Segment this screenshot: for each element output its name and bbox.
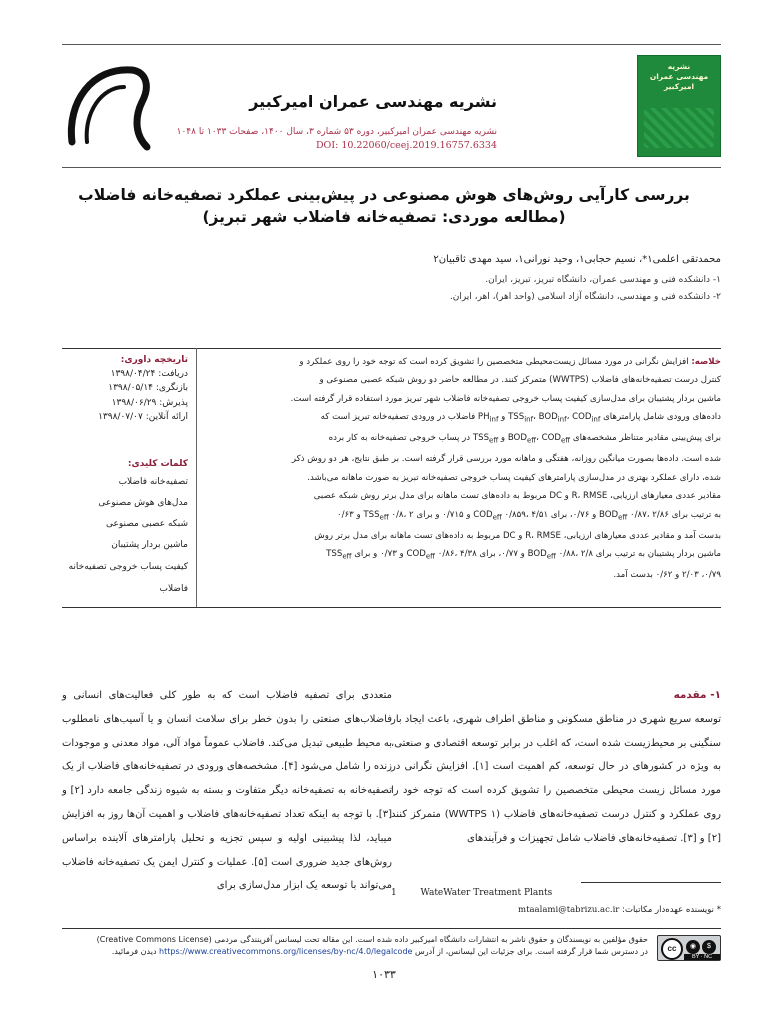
cover-line-1: نشریه (667, 62, 691, 71)
cover-line-2: مهندسی عمران (649, 72, 709, 81)
abstract-line-1: خلاصه: افزایش نگرانی در مورد مسائل زیست‌محیطی متخصصین را تشویق کرده است که توجه خود را روی عملکرد و (299, 357, 721, 367)
corresponding-email[interactable]: mtaalami@tabrizu.ac.ir (518, 905, 620, 915)
keyword-item: ماشین بردار پشتیبان (111, 540, 188, 550)
abstract-line-10: بدست آمد و مقادیر عددی معیارهای ارزیابی، R، RMSE و DC مربوط به داده‌های تست ماهانه برای مدل برتر روش (314, 530, 721, 541)
affiliation-2: ۲- دانشکده فنی و مهندسی، دانشگاه آزاد اسلامی (واحد اهر)، اهر، ایران. (449, 292, 721, 302)
history-heading: تاریخچه داوری: (120, 355, 188, 365)
journal-title: نشریه مهندسی عمران امیرکبیر (249, 92, 497, 111)
abstract-top-rule (62, 348, 721, 349)
abstract-line-3: ماشین بردار پشتیبان برای مدل‌سازی کیفیت پساب خروجی تصفیه‌خانه فاضلاب شهر تبریز مورد استفاده قرار گرفته است. (290, 393, 721, 404)
license-rule (62, 928, 721, 929)
abstract-bottom-rule (62, 607, 721, 608)
noncommercial-icon: $ (702, 940, 716, 954)
journal-cover (637, 55, 721, 157)
abstract-divider (196, 348, 197, 607)
journal-citation: نشریه مهندسی عمران امیرکبیر، دوره ۵۳ شماره ۳، سال ۱۴۰۰، صفحات ۱۰۳۳ تا ۱۰۴۸ (176, 127, 497, 137)
footnote-corresponding (518, 905, 721, 915)
license-link[interactable]: https://www.creativecommons.org/licenses/by-nc/4.0/legalcode (159, 947, 413, 956)
cover-line-3: امیرکبیر (663, 82, 695, 91)
history-accepted: پذیرش: ۱۳۹۸/۰۶/۲۹ (111, 397, 188, 408)
corresponding-label: * نویسنده عهده‌دار مکاتبات: (622, 905, 721, 915)
license-line-2: در دسترس شما قرار گرفته است. برای جزئیات این لیسانس، از آدرس https://www.creativecommons.org/licenses/by-nc/4.0/legalcode دیدن فرمائید. (111, 947, 648, 956)
keywords-heading: کلمات کلیدی: (127, 459, 188, 469)
abstract-line-5: برای پیش‌بینی مقادیر متناظر مشخصه‌های $BOD_{eff}،$ $COD_{eff}$ و $TSS_{eff}$ در پساب خروجی تصفیه‌خانه به کار برده (328, 433, 721, 446)
top-rule (62, 44, 721, 45)
cover-pattern (644, 108, 714, 148)
abstract (233, 353, 721, 585)
abstract-line-6: شده است. داده‌ها بصورت میانگین روزانه، هفتگی و ماهانه مورد بررسی قرار گرفته است. بر طبق نتایج، هر دو روش ذکر (291, 454, 721, 465)
page-number: ۱۰۳۳ (372, 968, 396, 981)
paper-title-line-2: (مطالعه موردی: تصفیه‌خانه فاضلاب شهر تبریز) (202, 208, 566, 226)
paper-title (47, 184, 721, 228)
university-logo (62, 62, 152, 152)
footnote-1-number: 1 (391, 888, 397, 898)
license-notice (62, 934, 648, 958)
attribution-icon: ◉ (686, 940, 700, 954)
license-line-1: حقوق مؤلفین به نویسندگان و حقوق ناشر به انتشارات دانشگاه امیرکبیر داده شده است. این مقاله تحت لیسانس آفرینندگی مردمی (Creative Commons License) (96, 935, 648, 944)
cc-badge-label: BY · NC (684, 954, 720, 960)
cc-license-badge[interactable] (657, 935, 721, 961)
footnote-rule (581, 882, 721, 883)
body-column-left (62, 684, 392, 898)
abstract-line-2: کنترل درست تصفیه‌خانه‌های فاضلاب (WWTPS) متمرکز کنند. در مطالعه حاضر دو روش شبکه عصبی مصنوعی و (319, 375, 721, 386)
keyword-item: تصفیه‌خانه فاضلاب (118, 477, 188, 487)
keyword-item: کیفیت پساب خروجی تصفیه‌خانه فاضلاب (68, 562, 188, 594)
authors: محمدتقی اعلمی۱*، نسیم حجابی۱، وحید نورانی۱، سید مهدی ثاقبیان۲ (433, 254, 721, 265)
introduction-heading: ۱- مقدمه (673, 689, 721, 701)
history-received: دریافت: ۱۳۹۸/۰۴/۲۴ (110, 369, 188, 380)
body-column-right (391, 684, 721, 851)
body-text-right: توسعه سریع شهری در مناطق مسکونی و مناطق اطراف شهری، باعث ایجاد بار سنگینی بر محیط‌زیست شده است، که اغلب در برابر توسعه اقتصادی و صنعتی، به ویژه در کشورهای در حال توسعه، کم اهمیت است [۱]. افزایش نگرانی در مورد مسائل زیست محیطی متخصصین را تشویق کرده است که توجه خود را روی عملکرد و کنترل درست تصفیه‌خانه‌های فاضلاب (WWTPS ۱) متمرکز کنند [۲] و [۳]. تصفیه‌خانه‌های فاضلاب شامل تجهیزات و فرآیندهای (391, 713, 721, 844)
affiliation-1: ۱- دانشکده فنی و مهندسی عمران، دانشگاه تبریز، تبریز، ایران. (485, 275, 721, 285)
history-revised: بازنگری: ۱۳۹۸/۰۵/۱۴ (108, 383, 188, 394)
cc-icon: cc (661, 938, 683, 960)
journal-doi[interactable]: DOI: 10.22060/ceej.2019.16757.6334 (315, 140, 497, 151)
footnote-1-text: WateWater Treatment Plants (420, 888, 553, 898)
keyword-item: شبکه عصبی مصنوعی (105, 519, 188, 529)
abstract-label: خلاصه: (691, 357, 721, 367)
abstract-line-11: ماشین بردار پشتیبان به ترتیب برای $BOD_{eff}$ ۰/۸۸، ۲/۸ و ۰/۷۷، برای $COD_{eff}$ ۰/۸۶، ۴/۳۸ و ۰/۷۳ و برای $TSS_{eff}$ (326, 549, 721, 561)
abstract-line-7: شده، دارای عملکرد بهتری در مدل‌سازی پارامترهای کیفیت پساب خروجی تصفیه‌خانه تبریز به صورت ماهانه می‌باشد. (307, 472, 721, 483)
body-text-left: متعددی برای تصفیه فاضلاب است که به طور کلی فعالیت‌های انسانی و فاضلاب‌های صنعتی را بدون خطر برای سلامت انسان و یا آسیب‌های نامطلوب به محیط طبیعی تبدیل می‌کند. فاضلاب عموماً مواد آلی، مواد معدنی و موجودات زنده را شامل می‌شود [۴]. مشخصه‌های ورودی در تصفیه‌خانه‌های فاضلاب از یک تصفیه‌خانه به تصفیه‌خانه دیگر متفاوت و بسته به شیوه زندگی جامعه دارد [۲] و [۳]. با توجه به اینکه تعداد تصفیه‌خانه‌های فاضلاب و اهمیت آن‌ها روز به افزایش میباید، لذا پیشبینی اولیه و سپس تجزیه و تحلیل پارامترهای آلاینده براساس روش‌های جدید ضروری است [۵]. عملیات و کنترل ایمن یک تصفیه‌خانه فاضلاب می‌تواند با توسعه یک ابزار مدل‌سازی برای (62, 690, 393, 892)
abstract-line-8: مقادیر عددی معیارهای ارزیابی، R، RMSE و DC مربوط به داده‌های تست ماهانه برای مدل برتر روش شبکه عصبی (313, 491, 721, 502)
abstract-line-4: داده‌های ورودی شامل پارامترهای $TSS_{inf}،$ $BOD_{inf}،$ $COD_{inf}$ و $PH_{inf}$ فاضلاب در ورودی تصفیه‌خانه تبریز است که (320, 412, 721, 424)
review-history (62, 353, 188, 424)
abstract-line-12: ۰/۷۹، ۲/۰۳ و ۰/۶۲ بدست آمد. (613, 570, 721, 581)
keywords (62, 456, 188, 600)
abstract-line-9: به ترتیب برای $BOD_{eff}$ ۰/۸۷، ۲/۸۶ و ۰/۷۶، برای $COD_{eff}$ ۰/۸۵۹، ۴/۵۱ و ۰/۷۱۵ و برای $TSS_{eff}$ ۰/۸، ۲ و ۰/۶۳ (336, 509, 721, 522)
paper-title-line-1: بررسی کارآیی روش‌های هوش مصنوعی در پیش‌بینی عملکرد تصفیه‌خانه فاضلاب (78, 186, 690, 204)
footnote-1 (391, 888, 721, 898)
header-rule (62, 167, 721, 168)
history-online: ارائه آنلاین: ۱۳۹۸/۰۷/۰۷ (98, 411, 188, 422)
keyword-item: مدل‌های هوش مصنوعی (98, 498, 188, 508)
